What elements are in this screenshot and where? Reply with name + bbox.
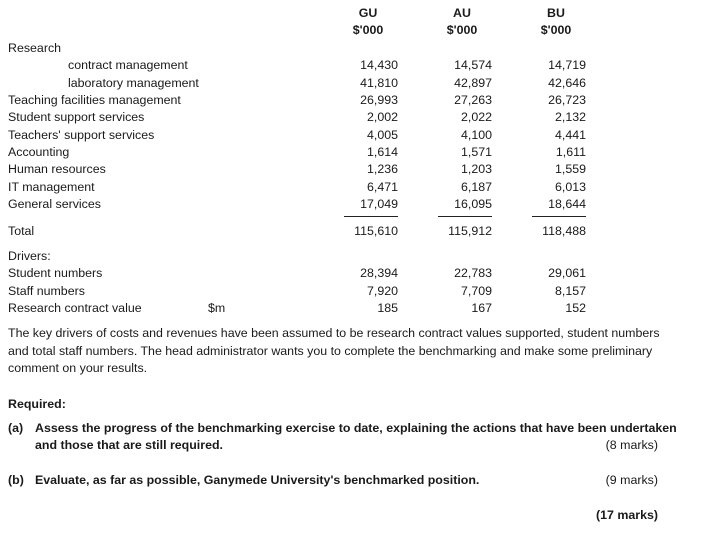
question-text-line2: and those that are still required. bbox=[35, 438, 223, 452]
total-marks: (17 marks) bbox=[596, 508, 658, 522]
total-gu: 115,610 bbox=[354, 224, 398, 238]
cell-gu: 14,430 bbox=[360, 58, 398, 72]
row-label: IT management bbox=[8, 180, 95, 194]
cell-gu: 6,471 bbox=[366, 180, 398, 194]
question-marks: (9 marks) bbox=[605, 473, 658, 487]
col-header-gu-code: GU bbox=[358, 6, 378, 20]
cell-au: 14,574 bbox=[454, 58, 492, 72]
driver-au: 167 bbox=[471, 301, 492, 315]
driver-gu: 28,394 bbox=[360, 266, 398, 280]
cell-gu: 2,002 bbox=[366, 110, 398, 124]
driver-bu: 8,157 bbox=[554, 284, 586, 298]
question-text-line1: Assess the progress of the benchmarking exercise to date, explaining the actions that have been undertaken bbox=[35, 421, 677, 435]
body-paragraph: The key drivers of costs and revenues have been assumed to be research contract values supported, student numbers and total staff numbers. The head administrator wants you to complete the benchmarking and make some preliminary comment on your results. bbox=[8, 326, 660, 375]
row-label: Student support services bbox=[8, 110, 145, 124]
cell-au: 4,100 bbox=[460, 128, 492, 142]
driver-bu: 29,061 bbox=[548, 266, 586, 280]
section-label-research: Research bbox=[8, 41, 62, 55]
driver-gu: 185 bbox=[377, 301, 398, 315]
cell-au: 1,203 bbox=[460, 162, 492, 176]
cell-bu: 26,723 bbox=[548, 93, 586, 107]
row-label: Accounting bbox=[8, 145, 70, 159]
cell-bu: 1,611 bbox=[555, 145, 586, 159]
driver-au: 22,783 bbox=[454, 266, 492, 280]
cell-gu: 4,005 bbox=[366, 128, 398, 142]
col-header-gu-unit: $'000 bbox=[352, 23, 384, 37]
driver-unit: $m bbox=[208, 301, 226, 315]
cell-bu: 4,441 bbox=[554, 128, 586, 142]
col-header-bu-unit: $'000 bbox=[540, 23, 572, 37]
cell-au: 2,022 bbox=[460, 110, 492, 124]
cell-au: 6,187 bbox=[460, 180, 492, 194]
cell-gu: 1,236 bbox=[366, 162, 398, 176]
cell-bu: 14,719 bbox=[548, 58, 586, 72]
cell-gu: 17,049 bbox=[360, 197, 398, 211]
total-bu: 118,488 bbox=[542, 224, 586, 238]
cell-au: 1,571 bbox=[460, 145, 492, 159]
required-heading: Required: bbox=[8, 397, 66, 411]
cell-bu: 2,132 bbox=[554, 110, 586, 124]
cell-bu: 42,646 bbox=[548, 76, 586, 90]
question-marks: (8 marks) bbox=[605, 438, 658, 452]
driver-label: Staff numbers bbox=[8, 284, 85, 298]
cell-au: 27,263 bbox=[454, 93, 492, 107]
row-label: contract management bbox=[68, 58, 188, 72]
driver-au: 7,709 bbox=[460, 284, 492, 298]
row-label: Teachers' support services bbox=[8, 128, 155, 142]
question-letter: (a) bbox=[8, 421, 24, 435]
drivers-heading: Drivers: bbox=[8, 249, 51, 263]
row-label: laboratory management bbox=[68, 76, 199, 90]
driver-label: Research contract value bbox=[8, 301, 142, 315]
cell-gu: 1,614 bbox=[366, 145, 398, 159]
row-label: Human resources bbox=[8, 162, 106, 176]
cell-bu: 18,644 bbox=[548, 197, 586, 211]
cell-bu: 1,559 bbox=[554, 162, 586, 176]
total-au: 115,912 bbox=[448, 224, 492, 238]
question-letter: (b) bbox=[8, 473, 24, 487]
question-text-line1: Evaluate, as far as possible, Ganymede University's benchmarked position. bbox=[35, 473, 480, 487]
driver-label: Student numbers bbox=[8, 266, 103, 280]
col-header-au-code: AU bbox=[453, 6, 471, 20]
col-header-au-unit: $'000 bbox=[446, 23, 478, 37]
cell-gu: 26,993 bbox=[360, 93, 398, 107]
cell-au: 42,897 bbox=[454, 76, 492, 90]
cell-bu: 6,013 bbox=[554, 180, 586, 194]
total-rule-bu bbox=[532, 216, 586, 217]
cell-gu: 41,810 bbox=[360, 76, 398, 90]
total-rule-au bbox=[438, 216, 492, 217]
driver-gu: 7,920 bbox=[366, 284, 398, 298]
total-label: Total bbox=[8, 224, 35, 238]
driver-bu: 152 bbox=[565, 301, 586, 315]
row-label: General services bbox=[8, 197, 101, 211]
row-label: Teaching facilities management bbox=[8, 93, 181, 107]
cell-au: 16,095 bbox=[454, 197, 492, 211]
col-header-bu-code: BU bbox=[547, 6, 565, 20]
total-rule-gu bbox=[344, 216, 398, 217]
